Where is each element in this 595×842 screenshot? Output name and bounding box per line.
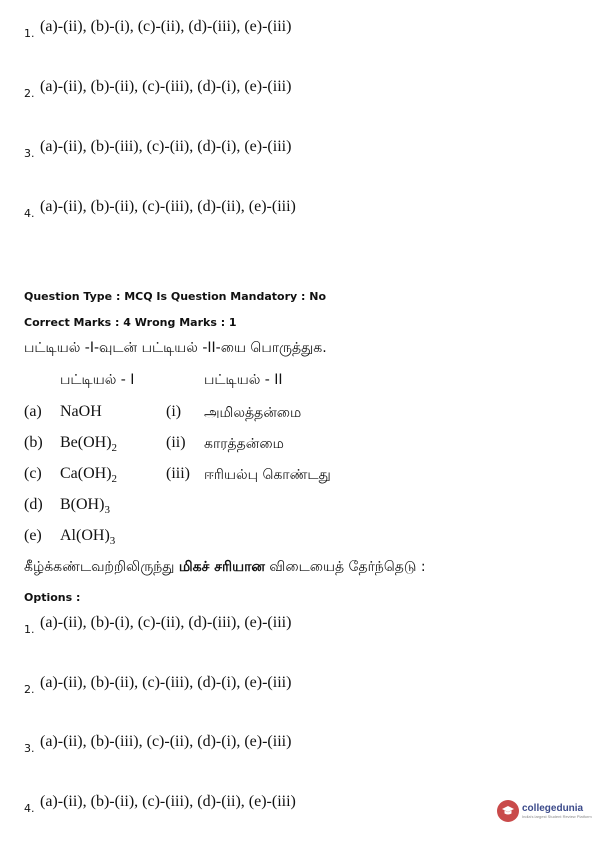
option-4[interactable]: [24, 793, 296, 815]
question-type-line: Question Type : MCQ Is Question Mandatory : No: [24, 290, 327, 303]
row-label: (b): [24, 434, 43, 451]
property: ஈரியல்பு கொண்டது: [204, 467, 331, 483]
row-label: (a): [24, 403, 42, 420]
option-text: (a)-(ii), (b)-(ii), (c)-(iii), (d)-(i), (e)-(iii): [40, 674, 292, 691]
option-1[interactable]: [24, 614, 291, 636]
option-number: 2.: [24, 87, 35, 100]
option-number: 1.: [24, 623, 35, 636]
option-number: 4.: [24, 802, 35, 815]
match-row-b: [24, 434, 424, 458]
list2-heading: பட்டியல் - II: [204, 372, 283, 388]
option-text: (a)-(ii), (b)-(ii), (c)-(iii), (d)-(i), (e)-(iii): [40, 78, 292, 95]
property: அமிலத்தன்மை: [204, 405, 302, 421]
option-text: (a)-(ii), (b)-(i), (c)-(ii), (d)-(iii), (e)-(iii): [40, 614, 292, 631]
compound: $Be(OH)_2$: [60, 434, 118, 454]
logo-name: collegedunia: [522, 803, 584, 814]
option-number: 2.: [24, 683, 35, 696]
top-option-3: [24, 138, 291, 160]
option-text: (a)-(ii), (b)-(ii), (c)-(iii), (d)-(ii), (e)-(iii): [40, 793, 296, 810]
top-option-1: [24, 18, 291, 40]
option-2[interactable]: [24, 674, 291, 696]
property: காரத்தன்மை: [204, 436, 284, 452]
option-number: 1.: [24, 27, 35, 40]
option-number: 3.: [24, 147, 35, 160]
option-text: (a)-(ii), (b)-(iii), (c)-(ii), (d)-(i), (e)-(iii): [40, 138, 292, 155]
question-instruction: பட்டியல் -I-வுடன் பட்டியல் -II-யை பொருத்துக.: [24, 340, 327, 356]
compound: $Al(OH)_3$: [60, 527, 116, 547]
question-prompt: கீழ்க்கண்டவற்றிலிருந்து மிகச் சரியான விடையைத் தேர்ந்தெடு :: [24, 559, 426, 575]
compound: $Ca(OH)_2$: [60, 465, 118, 485]
top-option-4: [24, 198, 296, 220]
option-number: 4.: [24, 207, 35, 220]
compound: NaOH: [60, 403, 102, 420]
row-label: (e): [24, 527, 42, 544]
roman-numeral: (iii): [166, 465, 190, 482]
option-number: 3.: [24, 742, 35, 755]
option-text: (a)-(ii), (b)-(i), (c)-(ii), (d)-(iii), (e)-(iii): [40, 18, 292, 35]
top-option-2: [24, 78, 291, 100]
options-label: Options :: [24, 591, 81, 604]
logo-tagline: India's largest Student Review Platform: [522, 814, 592, 819]
compound: $B(OH)_3$: [60, 496, 110, 516]
collegedunia-logo: [497, 800, 592, 822]
option-3[interactable]: [24, 733, 291, 755]
match-row-e: [24, 527, 424, 551]
list1-heading: பட்டியல் - I: [60, 372, 135, 388]
option-text: (a)-(ii), (b)-(ii), (c)-(iii), (d)-(ii), (e)-(iii): [40, 198, 296, 215]
roman-numeral: (i): [166, 403, 182, 420]
match-row-c: [24, 465, 424, 489]
roman-numeral: (ii): [166, 434, 186, 451]
option-text: (a)-(ii), (b)-(iii), (c)-(ii), (d)-(i), (e)-(iii): [40, 733, 292, 750]
match-row-a: [24, 403, 424, 427]
graduation-cap-icon: [497, 800, 519, 822]
match-row-d: [24, 496, 424, 520]
marks-line: Correct Marks : 4 Wrong Marks : 1: [24, 316, 237, 329]
row-label: (d): [24, 496, 43, 513]
row-label: (c): [24, 465, 42, 482]
